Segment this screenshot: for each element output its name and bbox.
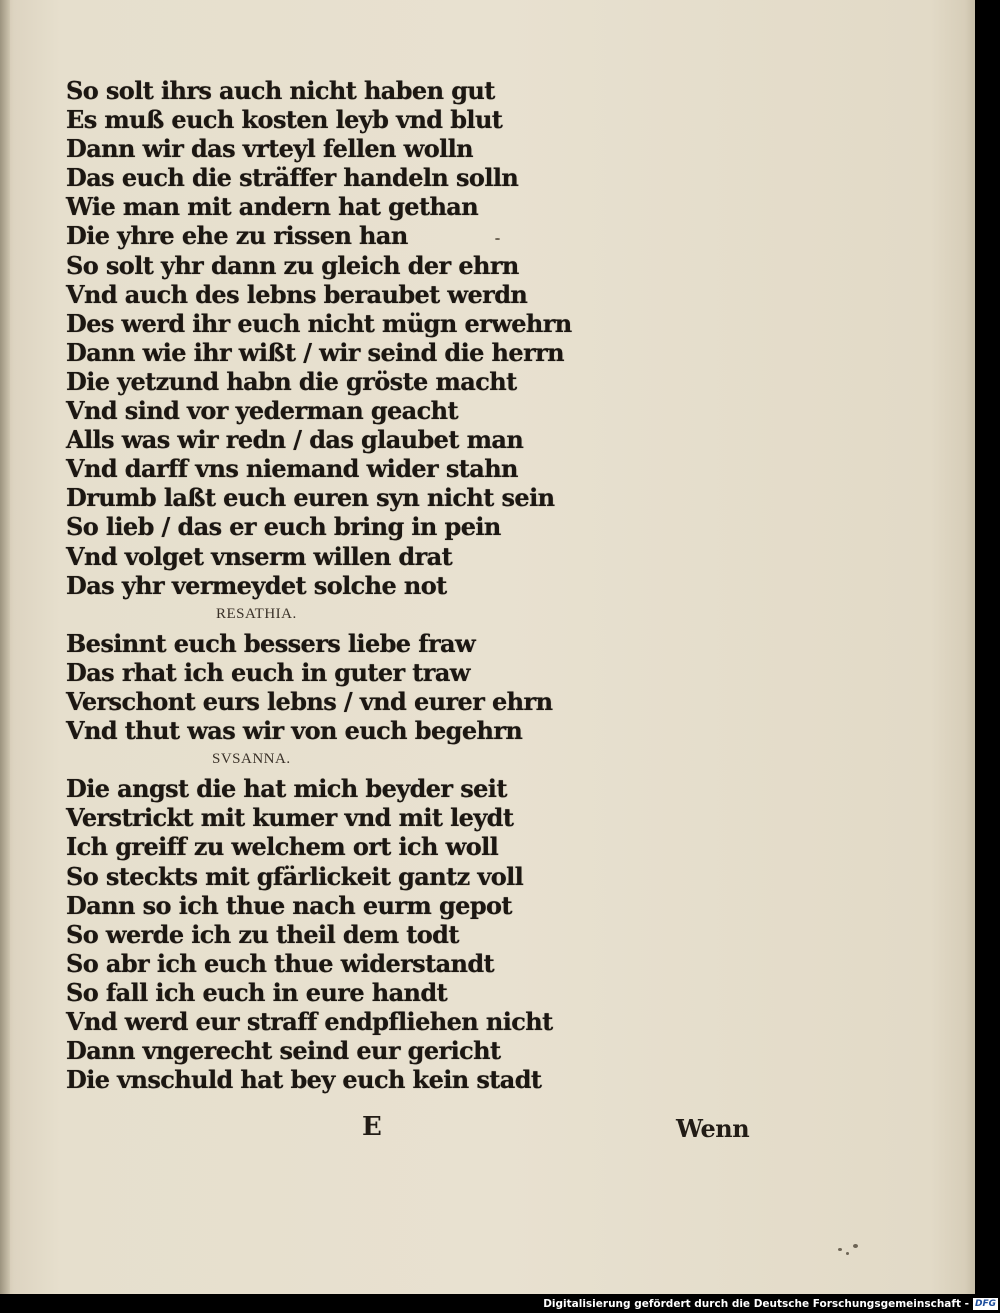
verse-line: Das yhr vermeydet solche not: [66, 570, 447, 600]
verse-line: So lieb / das er euch bring in pein: [66, 512, 501, 542]
verse-line: Dann wie ihr wißt / wir seind die herrn: [66, 337, 565, 367]
speaker-heading-resathia: RESATHIA.: [216, 605, 297, 622]
verse-line: So werde ich zu theil dem todt: [66, 919, 459, 949]
verse-line: Die yetzund habn die gröste macht: [66, 366, 517, 396]
paper-speck: [838, 1248, 842, 1251]
paper-speck: [495, 238, 500, 240]
verse-line: Das euch die sträffer handeln solln: [66, 163, 519, 193]
verse-line: Vnd sind vor yederman geacht: [66, 396, 458, 426]
verse-line: So solt ihrs auch nicht haben gut: [66, 76, 495, 105]
verse-line: Vnd auch des lebns beraubet werdn: [66, 279, 528, 309]
signature-mark: E: [362, 1112, 382, 1142]
speaker-heading-susanna: SVSANNA.: [212, 751, 291, 768]
verse-line: Dann so ich thue nach eurm gepot: [66, 890, 512, 920]
verse-line: Die yhre ehe zu rissen han: [66, 221, 408, 251]
verse-line: Verstrickt mit kumer vnd mit leydt: [66, 803, 514, 833]
credit-text: Digitalisierung gefördert durch die Deutsche Forschungsgemeinschaft -: [543, 1297, 969, 1310]
verse-line: Vnd darff vns niemand wider stahn: [66, 454, 518, 484]
verse-line: Das rhat ich euch in guter traw: [66, 657, 470, 687]
verse-line: Alls was wir redn / das glaubet man: [66, 425, 524, 455]
verse-line: Vnd thut was wir von euch begehrn: [66, 716, 523, 746]
verse-line: Es muß euch kosten leyb vnd blut: [66, 105, 503, 135]
page-gutter: [0, 0, 10, 1294]
dfg-logo: DFG: [974, 1298, 996, 1309]
verse-text: [66, 76, 586, 1094]
verse-line: So steckts mit gfärlickeit gantz voll: [66, 861, 524, 891]
verse-line: Des werd ihr euch nicht mügn erwehrn: [66, 308, 572, 338]
verse-line: So solt yhr dann zu gleich der ehrn: [66, 250, 519, 280]
verse-line: So fall ich euch in eure handt: [66, 977, 448, 1007]
verse-line: Dann wir das vrteyl fellen wolln: [66, 134, 474, 164]
verse-line: Ich greiff zu welchem ort ich woll: [66, 832, 499, 862]
paper-speck: [846, 1252, 849, 1255]
digitization-credit: [543, 1296, 998, 1311]
verse-line: Besinnt euch bessers liebe fraw: [66, 628, 476, 658]
verse-line: Die angst die hat mich beyder seit: [66, 774, 507, 804]
verse-line: Die vnschuld hat bey euch kein stadt: [66, 1065, 542, 1095]
catchword: Wenn: [676, 1114, 750, 1143]
verse-line: Vnd volget vnserm willen drat: [66, 541, 453, 571]
verse-line: Dann vngerecht seind eur gericht: [66, 1036, 501, 1066]
verse-line: Drumb laßt euch euren syn nicht sein: [66, 483, 555, 513]
paper-speck: [853, 1244, 858, 1248]
verse-line: Verschont eurs lebns / vnd eurer ehrn: [66, 686, 553, 716]
verse-line: So abr ich euch thue widerstandt: [66, 948, 495, 978]
verse-line: Vnd werd eur straff endpfliehen nicht: [66, 1007, 553, 1036]
verse-line: Wie man mit andern hat gethan: [66, 192, 479, 222]
